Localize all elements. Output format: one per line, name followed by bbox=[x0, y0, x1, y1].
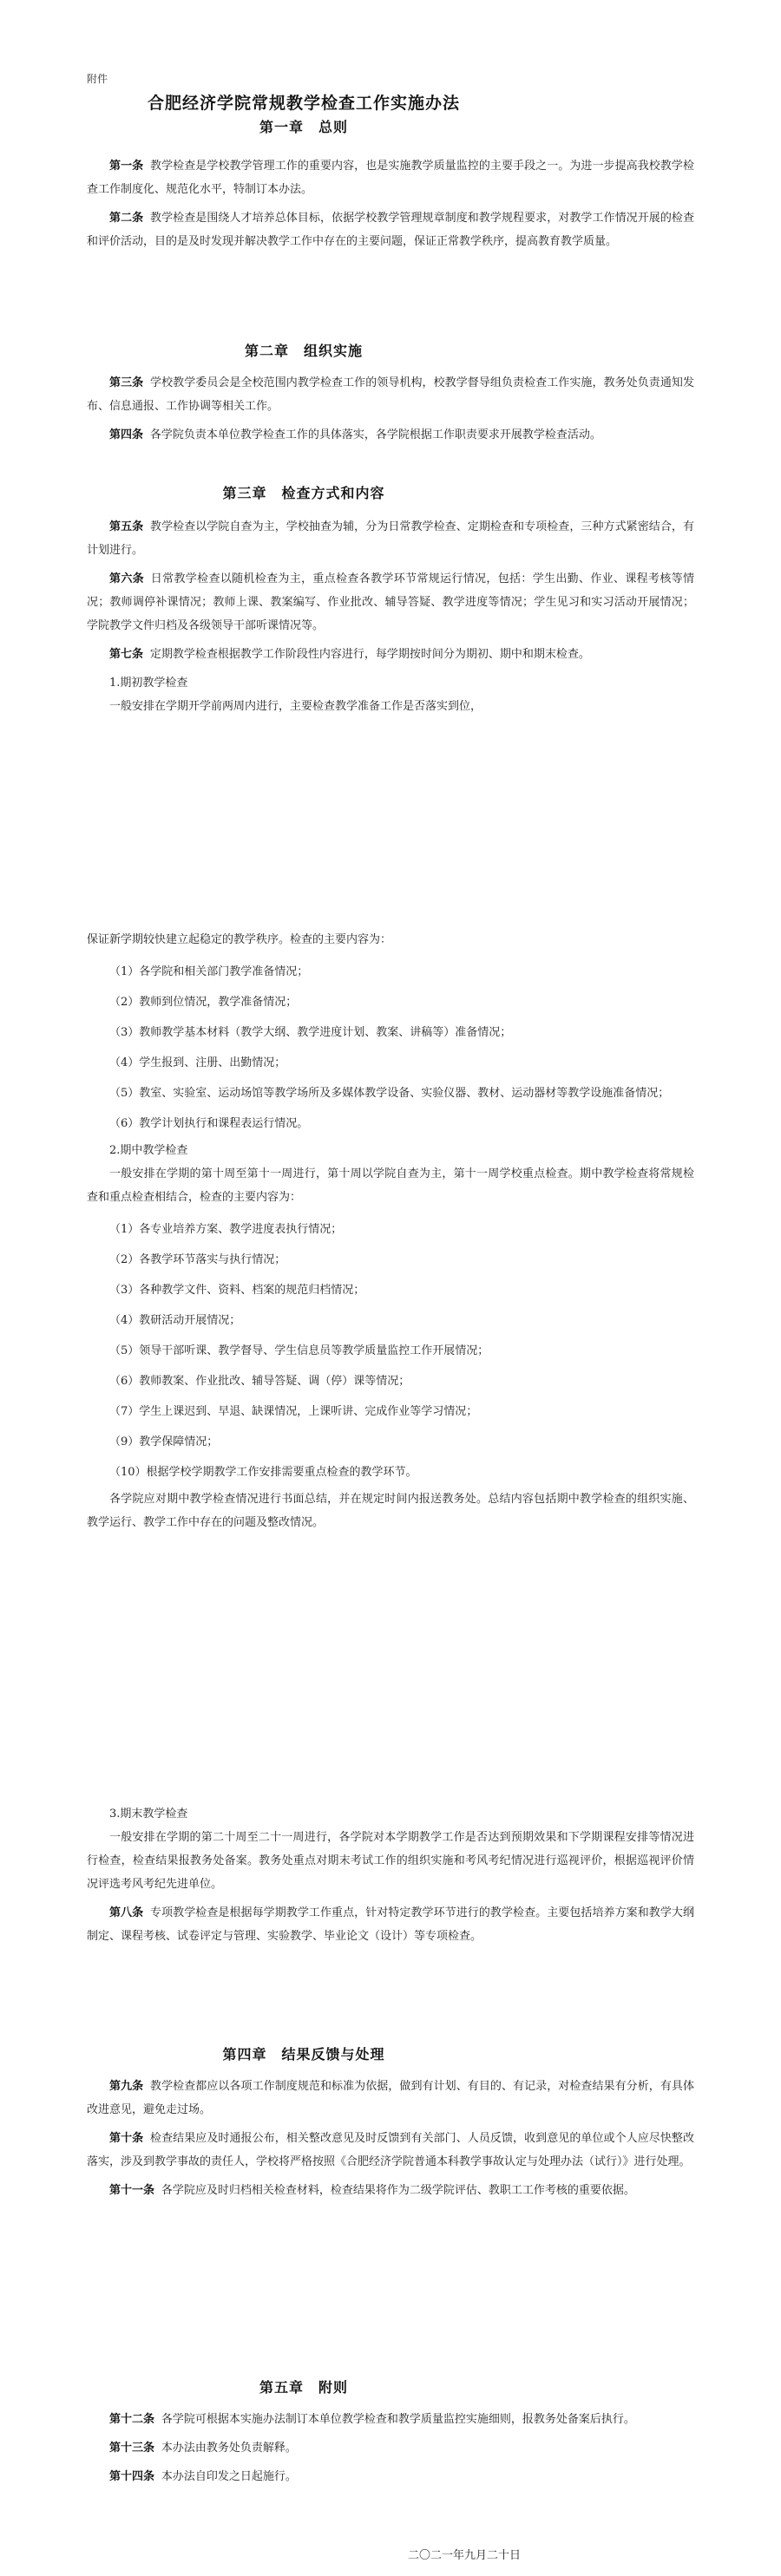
article-14 bbox=[87, 2465, 694, 2488]
list-item: （2）教师到位情况，教学准备情况； bbox=[109, 996, 298, 1009]
mid-check-heading: 2.期中教学检查 bbox=[109, 1144, 188, 1157]
article-12 bbox=[87, 2408, 694, 2431]
article-6-label: 第六条 bbox=[109, 572, 144, 585]
article-2-text: 教学检查是围绕人才培养总体目标，依据学校教学管理规章制度和教学规程要求，对教学工作情况开展的检查和评价活动，目的是及时发现并解决教学工作中存在的主要问题，保证正常教学秩序，提高教育教学质量。 bbox=[87, 212, 694, 248]
article-7-text: 定期教学检查根据教学工作阶段性内容进行，每学期按时间分为期初、期中和期末检查。 bbox=[149, 648, 590, 661]
mid-check-summary: 各学院应对期中教学检查情况进行书面总结，并在规定时间内报送教务处。总结内容包括期中教学检查的组织实施、教学运行、教学工作中存在的问题及整改情况。 bbox=[87, 1493, 694, 1529]
chapter-2-title: 第二章 组织实施 bbox=[244, 343, 363, 359]
chapter-1-title: 第一章 总则 bbox=[259, 119, 348, 135]
article-8-label: 第八条 bbox=[109, 1906, 144, 1919]
list-item: （3）各种教学文件、资料、档案的规范归档情况； bbox=[109, 1284, 365, 1297]
chapter-3-body-part-3 bbox=[0, 1802, 781, 1953]
article-3-text: 学校教学委员会是全校范围内教学检查工作的领导机构，校教学督导组负责检查工作实施，教务处负责通知发布、信息通报、工作协调等相关工作。 bbox=[87, 376, 694, 413]
attachment-label-block bbox=[0, 71, 607, 86]
list-item: （1）各专业培养方案、教学进度表执行情况； bbox=[109, 1223, 343, 1236]
final-check-heading: 3.期末教学检查 bbox=[109, 1808, 188, 1821]
article-1-text: 教学检查是学校教学管理工作的重要内容，也是实施教学质量监控的主要手段之一。为进一步提高我校教学检查工作制度化、规范化水平，特制订本办法。 bbox=[87, 160, 694, 196]
chapter-5-heading-block bbox=[0, 2377, 607, 2396]
list-item: （9）教学保障情况； bbox=[109, 1435, 219, 1448]
initial-check-items bbox=[87, 957, 694, 1139]
chapter-3-body-part-2 bbox=[0, 928, 781, 1540]
article-4-label: 第四条 bbox=[109, 428, 144, 441]
article-5-text: 教学检查以学院自查为主，学校抽查为辅，分为日常教学检查、定期检查和专项检查，三种方式紧密结合，有计划进行。 bbox=[87, 520, 694, 557]
list-item: （10）根据学校学期教学工作安排需要重点检查的教学环节。 bbox=[109, 1466, 417, 1479]
article-8-text: 专项教学检查是根据每学期教学工作重点，针对特定教学环节进行的教学检查。主要包括培养方案和教学大纲制定、课程考核、试卷评定与管理、实验教学、毕业论文（设计）等专项检查。 bbox=[87, 1906, 694, 1943]
article-14-label: 第十四条 bbox=[109, 2470, 155, 2483]
chapter-4-title: 第四章 结果反馈与处理 bbox=[222, 2046, 385, 2063]
chapter-5-title: 第五章 附则 bbox=[259, 2379, 348, 2396]
list-item: （1）各学院和相关部门教学准备情况； bbox=[109, 965, 309, 978]
mid-check-intro: 一般安排在学期的第十周至第十一周进行，第十周以学院自查为主，第十一周学校重点检查。期中教学检查将常规检查和重点检查相结合，检查的主要内容为： bbox=[87, 1167, 694, 1204]
chapter-3-title: 第三章 检查方式和内容 bbox=[222, 485, 385, 501]
article-12-label: 第十二条 bbox=[109, 2413, 155, 2426]
article-14-text: 本办法自印发之日起施行。 bbox=[161, 2470, 297, 2483]
article-5-label: 第五条 bbox=[109, 520, 144, 533]
article-1-label: 第一条 bbox=[109, 160, 144, 173]
article-4-text: 各学院负责本单位教学检查工作的具体落实，各学院根据工作职责要求开展教学检查活动。 bbox=[149, 428, 601, 441]
article-11-label: 第十一条 bbox=[109, 2184, 155, 2197]
final-check-intro: 一般安排在学期的第二十周至二十一周进行，各学院对本学期教学工作是否达到预期效果和下学期课程安排等情况进行检查，检查结果报教务处备案。教务处重点对期末考试工作的组织实施和考风考纪情况进行巡视评价，根据巡视评价情况评选考风考纪先进单位。 bbox=[87, 1831, 694, 1891]
list-item: （5）领导干部听课、教学督导、学生信息员等教学质量监控工作开展情况； bbox=[109, 1344, 489, 1357]
list-item: （6）教学计划执行和课程表运行情况。 bbox=[109, 1117, 309, 1130]
initial-check-heading: 1.期初教学检查 bbox=[109, 677, 188, 690]
title-block bbox=[0, 90, 607, 114]
article-9-text: 教学检查都应以各项工作制度规范和标准为依据，做到有计划、有目的、有记录，对检查结果有分析，有具体改进意见，避免走过场。 bbox=[87, 2080, 694, 2116]
article-7-label: 第七条 bbox=[109, 648, 144, 661]
article-10-text: 检查结果应及时通报公布，相关整改意见及时反馈到有关部门、人员反馈，收到意见的单位或个人应尽快整改落实，涉及到教学事故的责任人，学校将严格按照《合肥经济学院普通本科教学事故认定与处理办法（试行）》进行处理。 bbox=[87, 2132, 694, 2168]
list-item: （5）教室、实验室、运动场馆等教学场所及多媒体教学设备、实验仪器、教材、运动器材等教学设施准备情况； bbox=[109, 1087, 670, 1100]
chapter-3-heading-block bbox=[0, 482, 607, 502]
article-13-text: 本办法由教务处负责解释。 bbox=[161, 2442, 297, 2455]
list-item: （6）教师教案、作业批改、辅导答疑、调（停）课等情况； bbox=[109, 1375, 410, 1388]
article-1 bbox=[87, 154, 694, 201]
article-12-text: 各学院可根据本实施办法制订本单位教学检查和教学质量监控实施细则，报教务处备案后执行。 bbox=[161, 2413, 635, 2426]
chapter-1-heading-block bbox=[0, 116, 607, 136]
article-10 bbox=[87, 2127, 694, 2174]
chapter-4-body bbox=[0, 2075, 781, 2207]
attachment-label: 附件 bbox=[87, 73, 108, 85]
article-11 bbox=[87, 2179, 694, 2202]
document-date: 二〇二一年九月二十日 bbox=[407, 2549, 521, 2562]
article-2-label: 第二条 bbox=[109, 212, 144, 225]
mid-check-items bbox=[87, 1214, 694, 1487]
article-3-label: 第三条 bbox=[109, 376, 144, 389]
chapter-5-body bbox=[0, 2408, 781, 2494]
chapter-4-heading-block bbox=[0, 2043, 607, 2063]
article-6 bbox=[87, 567, 694, 637]
initial-check-intro-1: 一般安排在学期开学前两周内进行，主要检查教学准备工作是否落实到位， bbox=[109, 700, 482, 713]
chapter-3-body-part-1 bbox=[0, 515, 781, 723]
list-item: （7）学生上课迟到、早退、缺课情况，上课听讲、完成作业等学习情况； bbox=[109, 1405, 478, 1418]
chapter-1-body bbox=[0, 154, 781, 258]
article-6-text: 日常教学检查以随机检查为主，重点检查各教学环节常规运行情况，包括：学生出勤、作业、课程考核等情况；教师调停补课情况；教师上课、教案编写、作业批改、辅导答疑、教学进度等情况；学生见习和实习活动开展情况；学院教学文件归档及各级领导干部听课情况等。 bbox=[87, 572, 694, 632]
article-7 bbox=[87, 643, 694, 666]
article-8 bbox=[87, 1901, 694, 1948]
article-13 bbox=[87, 2436, 694, 2460]
article-2 bbox=[87, 206, 694, 253]
article-9 bbox=[87, 2075, 694, 2122]
article-11-text: 各学院应及时归档相关检查材料，检查结果将作为二级学院评估、教职工工作考核的重要依据。 bbox=[161, 2184, 635, 2197]
article-4 bbox=[87, 423, 694, 447]
article-9-label: 第九条 bbox=[109, 2080, 144, 2093]
chapter-2-heading-block bbox=[0, 340, 607, 360]
article-5 bbox=[87, 515, 694, 562]
list-item: （4）教研活动开展情况； bbox=[109, 1314, 241, 1327]
article-3 bbox=[87, 371, 694, 418]
article-13-label: 第十三条 bbox=[109, 2442, 155, 2455]
list-item: （3）教师教学基本材料（教学大纲、教学进度计划、教案、讲稿等）准备情况； bbox=[109, 1026, 512, 1039]
date-block bbox=[0, 2546, 607, 2562]
article-10-label: 第十条 bbox=[109, 2132, 144, 2145]
list-item: （4）学生报到、注册、出勤情况； bbox=[109, 1056, 286, 1069]
document-title: 合肥经济学院常规教学检查工作实施办法 bbox=[147, 94, 460, 113]
list-item: （2）各教学环节落实与执行情况； bbox=[109, 1253, 286, 1266]
initial-check-intro-2: 保证新学期较快建立起稳定的教学秩序。检查的主要内容为： bbox=[87, 933, 392, 946]
chapter-2-body bbox=[0, 371, 781, 452]
